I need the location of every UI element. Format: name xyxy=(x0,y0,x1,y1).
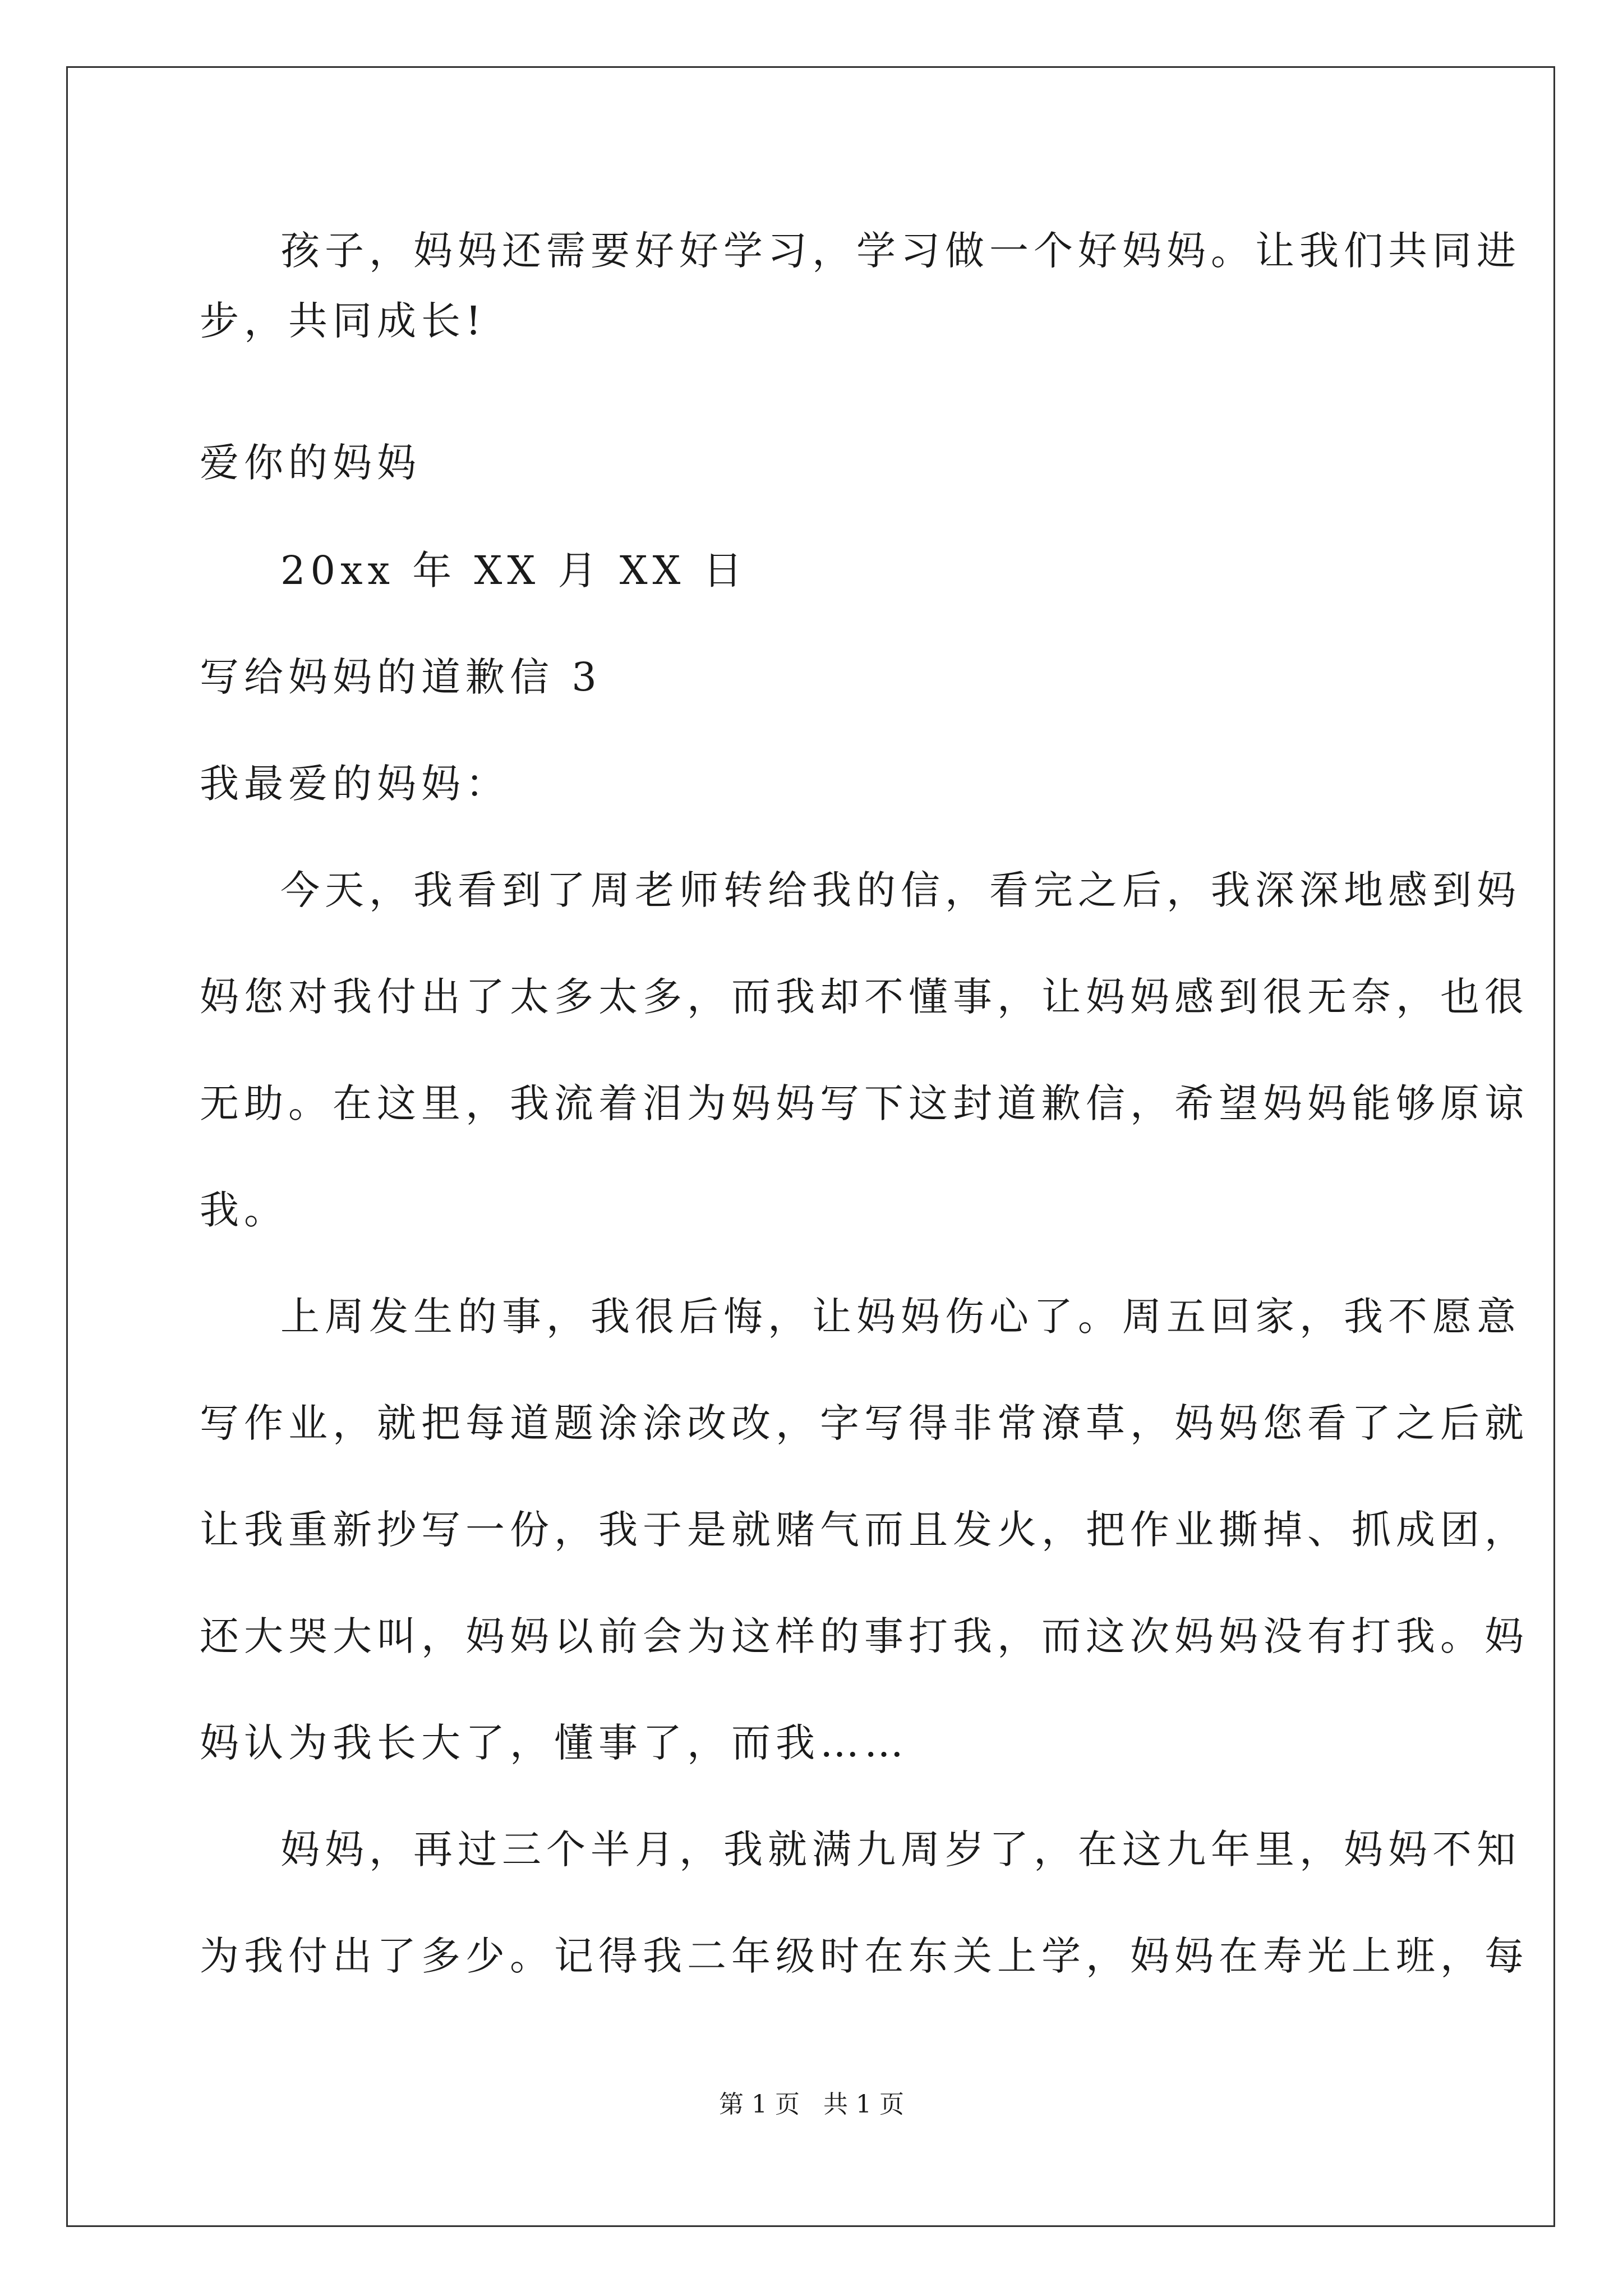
letter-title: 写给妈妈的道歉信 3 xyxy=(200,654,602,700)
page-footer: 第 1 页 共 1 页 xyxy=(719,2090,904,2119)
paragraph-line: 今天，我看到了周老师转给我的信，看完之后，我深深地感到妈 xyxy=(280,867,1521,913)
paragraph-line: 孩子，妈妈还需要好好学习，学习做一个好妈妈。让我们共同进 xyxy=(280,228,1521,274)
paragraph-line: 让我重新抄写一份，我于是就赌气而且发火，把作业撕掉、抓成团， xyxy=(200,1507,1529,1553)
paragraph-line: 我。 xyxy=(200,1187,288,1233)
paragraph-line: 上周发生的事，我很后悔，让妈妈伤心了。周五回家，我不愿意 xyxy=(280,1294,1521,1340)
paragraph-line: 妈妈，再过三个半月，我就满九周岁了，在这九年里，妈妈不知 xyxy=(280,1826,1521,1872)
page-border xyxy=(66,66,1555,2227)
paragraph-line: 妈认为我长大了，懂事了，而我…… xyxy=(200,1720,909,1766)
signature-line: 爱你的妈妈 xyxy=(200,440,421,486)
paragraph-line: 为我付出了多少。记得我二年级时在东关上学，妈妈在寿光上班，每 xyxy=(200,1933,1529,1979)
paragraph-line: 还大哭大叫，妈妈以前会为这样的事打我，而这次妈妈没有打我。妈 xyxy=(200,1613,1529,1659)
date-line: 20xx 年 XX 月 XX 日 xyxy=(280,547,748,593)
salutation: 我最爱的妈妈： xyxy=(200,761,510,807)
paragraph-line: 妈您对我付出了太多太多，而我却不懂事，让妈妈感到很无奈，也很 xyxy=(200,974,1529,1020)
paragraph-line: 步，共同成长! xyxy=(200,298,487,344)
paragraph-line: 写作业，就把每道题涂涂改改，字写得非常潦草，妈妈您看了之后就 xyxy=(200,1400,1529,1446)
paragraph-line: 无助。在这里，我流着泪为妈妈写下这封道歉信，希望妈妈能够原谅 xyxy=(200,1080,1529,1126)
